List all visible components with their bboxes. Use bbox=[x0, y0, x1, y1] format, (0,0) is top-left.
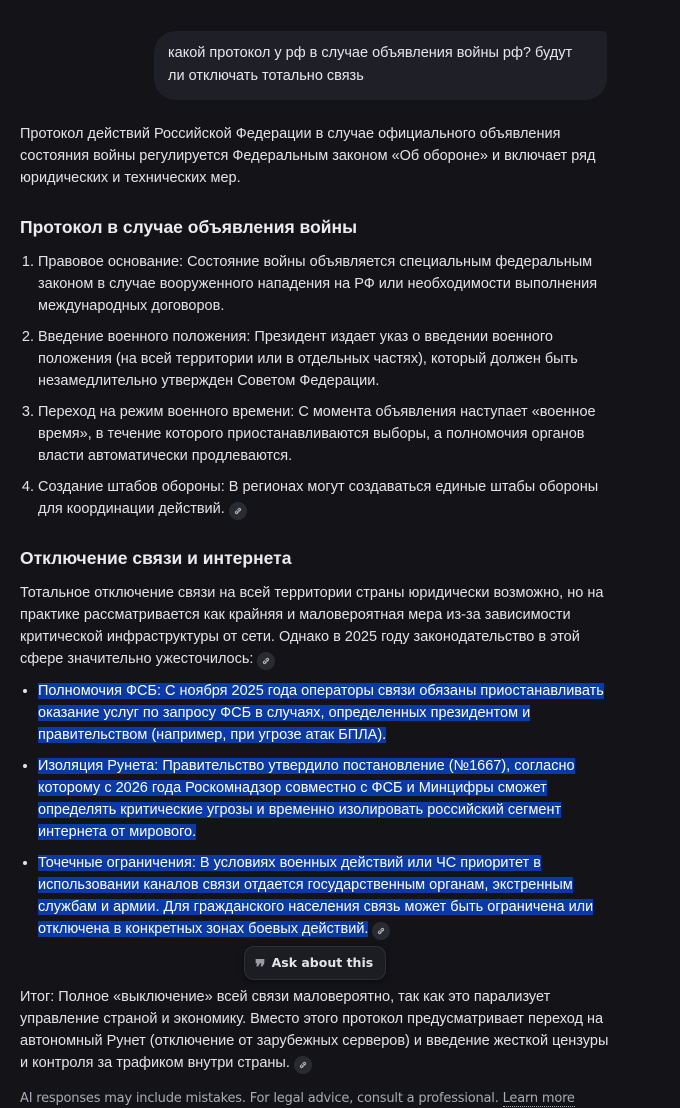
ask-about-this-button[interactable] bbox=[244, 946, 386, 980]
answer-intro: Протокол действий Российской Федерации в случае официального объявления состояния войны регулируется Федеральным законом «Об обороне» и включает ряд юридических и технических мер. bbox=[20, 126, 596, 186]
source-link-icon[interactable] bbox=[294, 1056, 312, 1074]
list-item: 1. Правовое основание: Состояние войны объявляется специальным федеральным законом в случае вооруженного нападения на РФ или необходимости выполнения международных договоров. bbox=[38, 251, 610, 317]
list-item: 2. Введение военного положения: Президент издает указ о введении военного положения (на всей территории или в отдельных частях), который должен быть незамедлительно утвержден Советом Федерации. bbox=[38, 326, 610, 392]
source-link-icon[interactable] bbox=[229, 502, 247, 520]
disclaimer bbox=[20, 1090, 610, 1108]
source-link-icon[interactable] bbox=[372, 922, 390, 940]
disclaimer-text: AI responses may include mistakes. For legal advice, consult a professional. bbox=[20, 1091, 499, 1106]
user-message-bubble: какой протокол у рф в случае объявления войны рф? будут ли отключать тотально связь bbox=[154, 31, 607, 100]
selected-text[interactable]: Полномочия ФСБ: С ноября 2025 года операторы связи обязаны приостанавливать оказание услуг по запросу ФСБ в случаях, определенных президентом и правительством (например, при угрозе атак БПЛА). bbox=[38, 683, 604, 743]
list-item: 4. Создание штабов обороны: В регионах могут создаваться единые штабы обороны для координации действий. bbox=[38, 476, 610, 520]
list-item bbox=[38, 755, 610, 843]
selected-text[interactable]: Изоляция Рунета: Правительство утвердило постановление (№1667), согласно которому с 2026 года Роскомнадзор совместно с ФСБ и Минцифры сможет определять критические угрозы и временно изолировать российский сегмент интернета от мирового. bbox=[38, 758, 575, 840]
user-message-row bbox=[154, 31, 607, 100]
ai-answer bbox=[20, 123, 610, 1108]
selected-text[interactable]: Точечные ограничения: В условиях военных действий или ЧС приоритет в использовании каналов связи отдается государственным органам, экстренным службам и армии. Для гражданского населения связь может быть ограничена или отключена в конкретных зонах боевых действий. bbox=[38, 855, 594, 937]
list-item: 3. Переход на режим военного времени: С момента объявления наступает «военное время», в течение которого приостанавливаются выборы, а полномочия органов власти автоматически продлеваются. bbox=[38, 401, 610, 467]
restrictions-list bbox=[20, 680, 610, 940]
source-link-icon[interactable] bbox=[257, 652, 275, 670]
quote-icon: ❞ bbox=[254, 955, 266, 979]
answer-summary: Итог: Полное «выключение» всей связи маловероятно, так как это парализует управление страной и экономику. Вместо этого протокол предусматривает переход на автономный Рунет (отключение от зарубежных серверов) и введение жесткой цензуры и контроля за трафиком внутри страны. bbox=[20, 986, 610, 1074]
connection-paragraph: Тотальное отключение связи на всей территории страны юридически возможно, но на практике рассматривается как крайняя и маловероятная мера из-за зависимости критической инфраструктуры от сети. Однако в 2025 году законодательство в этой сфере значительно ужесточилось: bbox=[20, 582, 610, 670]
section-heading-connection-shutdown: Отключение связи и интернета bbox=[20, 548, 292, 568]
section-heading-war-protocol: Протокол в случае объявления войны bbox=[20, 217, 358, 237]
ask-about-this-label: Ask about this bbox=[271, 955, 374, 970]
selection-actions bbox=[20, 946, 610, 980]
list-item bbox=[38, 680, 610, 746]
war-protocol-list bbox=[20, 251, 610, 520]
learn-more-link[interactable]: Learn more bbox=[502, 1091, 575, 1106]
list-item bbox=[38, 852, 610, 940]
